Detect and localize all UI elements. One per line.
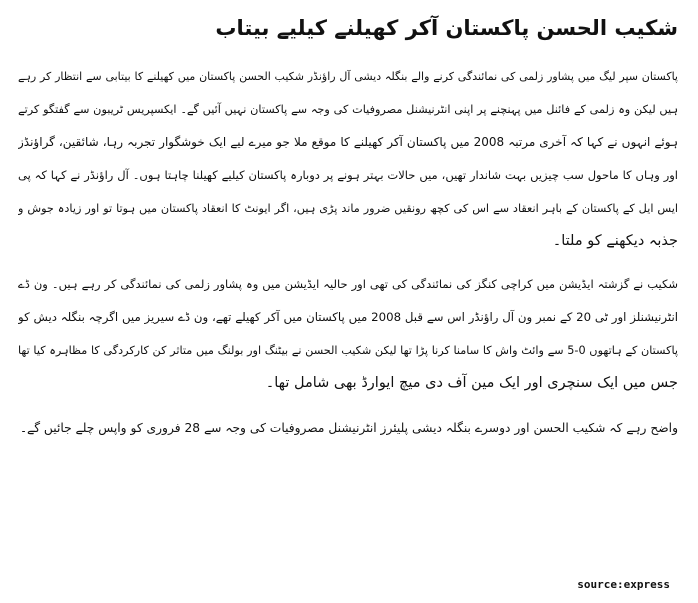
paragraph-line: شکیب نے گزشتہ ایڈیشن میں کراچی کنگز کی نمائندگی کی تھی اور حالیہ ایڈیشن میں وہ پشاور زلمی کی نمائندگی کر رہے ہیں۔ ون ڈے bbox=[18, 277, 678, 291]
article-paragraph-1 bbox=[18, 60, 678, 258]
paragraph-line: جس میں ایک سنچری اور ایک مین آف دی میچ ایوارڈ بھی شامل تھا۔ bbox=[265, 375, 678, 391]
article-title: شکیب الحسن پاکستان آکر کھیلنے کیلیے بیتاب bbox=[215, 16, 678, 40]
paragraph-line: اور وہاں کا ماحول سب چیزیں بہت شاندار تھیں، میں حالات بہتر ہونے پر دوبارہ پاکستان کیلیے کھیلنا چاہتا ہوں۔ آل راؤنڈر نے کہا کہ پی bbox=[18, 168, 678, 182]
paragraph-line: جذبہ دیکھنے کو ملتا۔ bbox=[552, 233, 678, 249]
paragraph-line: پاکستان کے ہاتھوں 0-5 سے وائٹ واش کا سامنا کرنا پڑا تھا لیکن شکیب الحسن نے بیٹنگ اور بولنگ میں متاثر کن کارکردگی کا مظاہرہ کیا تھا bbox=[18, 344, 678, 357]
source-credit: source:express bbox=[577, 578, 670, 591]
article-paragraph-3 bbox=[18, 412, 678, 445]
paragraph-line: ہیں لیکن وہ زلمی کے فائنل میں پہنچنے پر اپنی انٹرنیشنل مصروفیات کی وجہ سے پاکستان نہیں آئیں گے۔ ایکسپریس ٹریبون سے گفتگو کرتے bbox=[18, 103, 678, 116]
article-paragraph-2 bbox=[18, 268, 678, 400]
paragraph-line: پاکستان سپر لیگ میں پشاور زلمی کی نمائندگی کرنے والے بنگلہ دیشی آل راؤنڈر شکیب الحسن پاکستان میں کھیلنے کا بیتابی سے انتظار کر رہے bbox=[18, 70, 678, 83]
paragraph-line: ایس ایل کے پاکستان کے باہر انعقاد سے اس کی کچھ رونقیں ضرور ماند پڑی ہیں، اگر ایونٹ کا انعقاد پاکستان میں ہوتا تو اور زیادہ جوش و bbox=[18, 202, 678, 215]
paragraph-line: واضح رہے کہ شکیب الحسن اور دوسرے بنگلہ دیشی پلیئرز انٹرنیشنل مصروفیات کی وجہ سے 28 فروری کو واپس چلے جائیں گے۔ bbox=[19, 421, 678, 435]
paragraph-line: ہوئے انہوں نے کہا کہ آخری مرتبہ 2008 میں پاکستان آکر کھیلنے کا موقع ملا جو میرے لیے ایک خوشگوار تجربہ رہا، شائقین، گراؤنڈز bbox=[18, 135, 678, 149]
paragraph-line: انٹرنیشنلز اور ٹی 20 کے نمبر ون آل راؤنڈر اس سے قبل 2008 میں پاکستان میں آکر کھیلے تھے، ون ڈے سیریز میں اگرچہ بنگلہ دیش کو bbox=[18, 310, 678, 324]
